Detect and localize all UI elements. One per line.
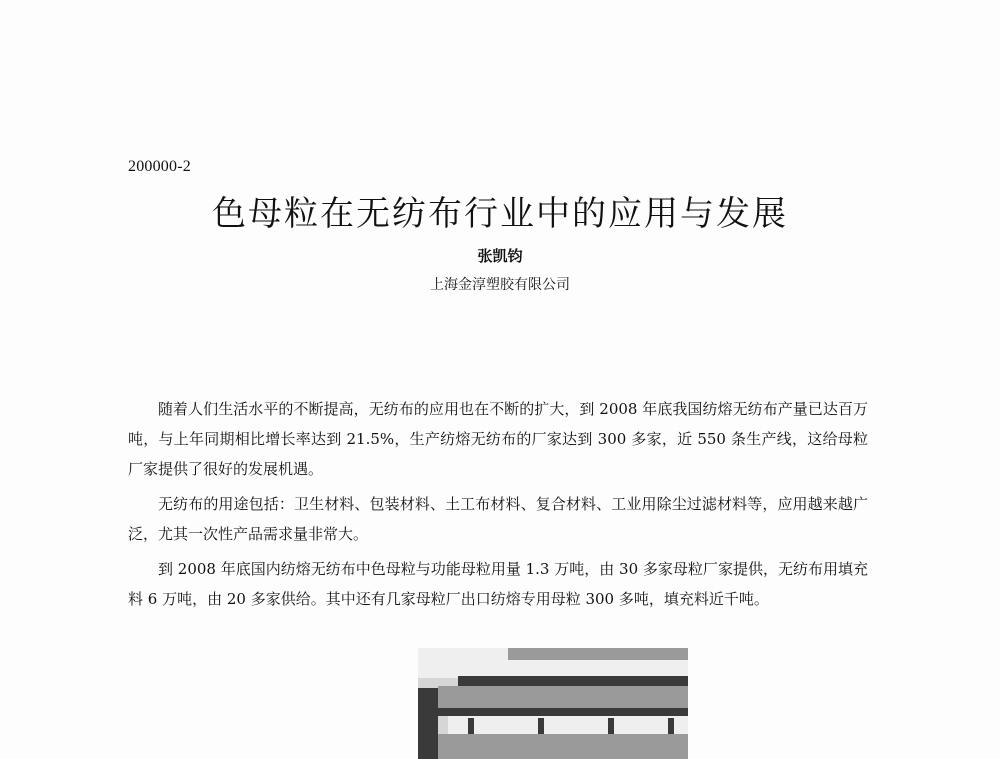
factory-photo (418, 648, 688, 759)
author-name: 张凯钧 (477, 247, 523, 265)
document-code: 200000-2 (128, 158, 191, 175)
page-title: 色母粒在无纺布行业中的应用与发展 (212, 194, 788, 234)
paragraph: 到 2008 年底国内纺熔无纺布中色母粒与功能母粒用量 1.3 万吨，由 30 多家母粒厂家提供，无纺布用填充料 6 万吨，由 20 多家供给。其中还有几家母粒厂出口纺熔专用母粒 300 多吨，填充料近千吨。 (128, 560, 868, 608)
paragraph: 无纺布的用途包括：卫生材料、包装材料、土工布材料、复合材料、工业用除尘过滤材料等，应用越来越广泛，尤其一次性产品需求量非常大。 (128, 495, 868, 543)
body-text (128, 394, 868, 619)
author-affiliation: 上海金淳塑胶有限公司 (430, 277, 570, 293)
paragraph: 随着人们生活水平的不断提高，无纺布的应用也在不断的扩大，到 2008 年底我国纺熔无纺布产量已达百万吨，与上年同期相比增长率达到 21.5%，生产纺熔无纺布的厂家达到 300 多家，近 550 条生产线，这给母粒厂家提供了很好的发展机遇。 (128, 400, 868, 478)
